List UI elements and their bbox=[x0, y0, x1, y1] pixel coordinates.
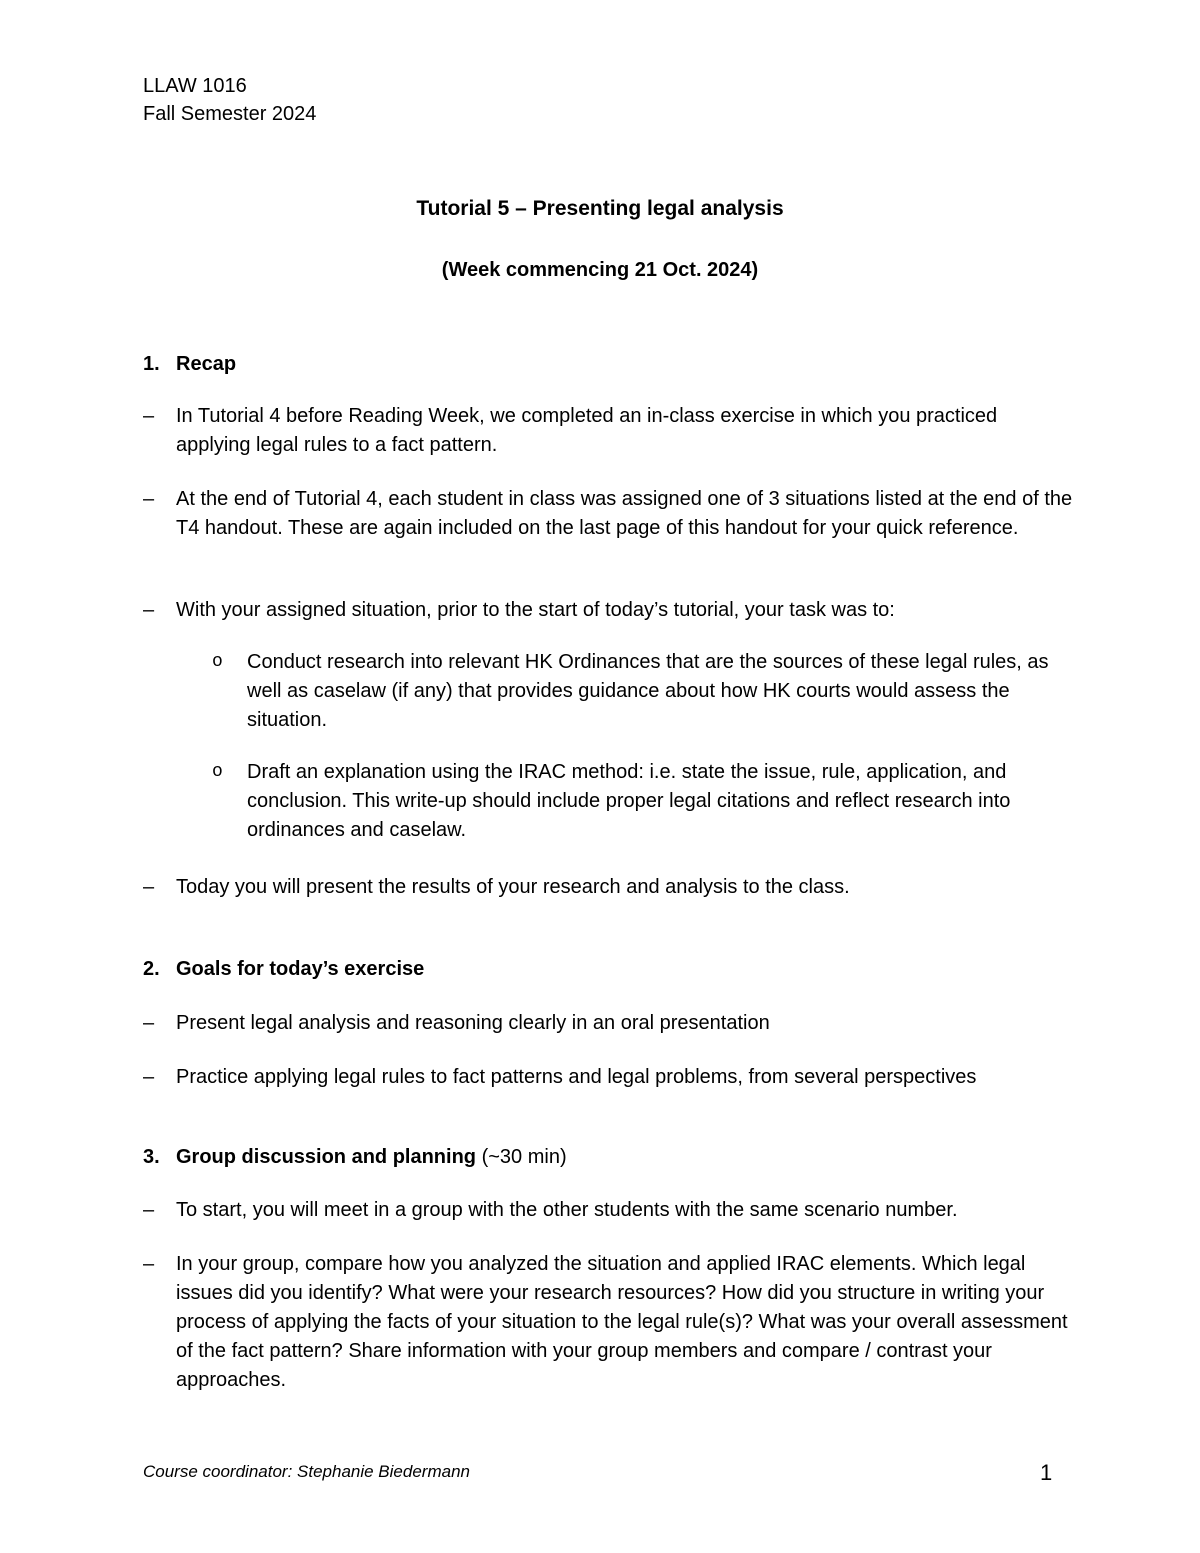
circle-bullet-marker: o bbox=[212, 762, 223, 782]
list-item-text: At the end of Tutorial 4, each student in class was assigned one of 3 situations listed at the end of the T4 handout. These are again included on the last page of this handout for your quick reference. bbox=[176, 488, 1073, 539]
dash-marker: – bbox=[143, 1012, 155, 1034]
list-item-text: Today you will present the results of your research and analysis to the class. bbox=[176, 876, 850, 898]
footer-coordinator: Course coordinator: Stephanie Biedermann bbox=[143, 1462, 470, 1481]
sub-list-item-text: Conduct research into relevant HK Ordinances that are the sources of these legal rules, as well as caselaw (if any) that provides guidance about how HK courts would assess the situation. bbox=[247, 651, 1049, 731]
list-item bbox=[143, 596, 1073, 625]
course-code: LLAW 1016 bbox=[143, 75, 247, 97]
list-item bbox=[143, 1009, 1073, 1038]
list-item bbox=[143, 1250, 1073, 1395]
dash-marker: – bbox=[143, 1066, 155, 1088]
list-item-text: In Tutorial 4 before Reading Week, we completed an in-class exercise in which you practiced applying legal rules to a fact pattern. bbox=[176, 405, 998, 456]
sub-list-item bbox=[212, 648, 1062, 735]
list-item bbox=[143, 873, 1073, 902]
dash-marker: – bbox=[143, 876, 155, 898]
document-subtitle: (Week commencing 21 Oct. 2024) bbox=[441, 259, 759, 281]
dash-marker: – bbox=[143, 405, 155, 427]
section-title: Recap bbox=[176, 353, 237, 375]
section-heading-goals bbox=[143, 955, 424, 984]
dash-marker: – bbox=[143, 488, 155, 510]
sub-list-item bbox=[212, 758, 1062, 845]
sub-list-item-text: Draft an explanation using the IRAC method: i.e. state the issue, rule, application, and conclusion. This write-up should include proper legal citations and reflect research into ordinances and caselaw. bbox=[247, 761, 1011, 841]
circle-bullet-marker: o bbox=[212, 652, 223, 672]
list-item-text: In your group, compare how you analyzed the situation and applied IRAC elements. Which legal issues did you identify? What were your research resources? How did you structure in writing your process of applying the facts of your situation to the legal rule(s)? What was your overall assessment of the fact pattern? Share information with your group members and compare / contrast your approaches. bbox=[176, 1253, 1068, 1391]
semester: Fall Semester 2024 bbox=[143, 103, 317, 125]
section-title: Goals for today’s exercise bbox=[176, 958, 425, 980]
list-item-text: Present legal analysis and reasoning clearly in an oral presentation bbox=[176, 1012, 770, 1034]
list-item bbox=[143, 1063, 1073, 1092]
list-item bbox=[143, 485, 1073, 543]
section-duration-note: (~30 min) bbox=[481, 1146, 567, 1168]
document-title: Tutorial 5 – Presenting legal analysis bbox=[416, 197, 784, 220]
dash-marker: – bbox=[143, 1253, 155, 1275]
section-title: Group discussion and planning bbox=[176, 1146, 477, 1168]
list-item-text: With your assigned situation, prior to the start of today’s tutorial, your task was to: bbox=[176, 599, 895, 621]
section-number: 2. bbox=[143, 958, 160, 980]
list-item-text: Practice applying legal rules to fact patterns and legal problems, from several perspectives bbox=[176, 1066, 977, 1088]
course-header bbox=[143, 72, 316, 128]
dash-marker: – bbox=[143, 1199, 155, 1221]
section-heading-recap bbox=[143, 350, 236, 379]
list-item bbox=[143, 402, 1073, 460]
list-item bbox=[143, 1196, 1073, 1225]
list-item-text: To start, you will meet in a group with the other students with the same scenario number. bbox=[176, 1199, 958, 1221]
dash-marker: – bbox=[143, 599, 155, 621]
section-number: 1. bbox=[143, 353, 160, 375]
section-heading-group-discussion bbox=[143, 1143, 567, 1172]
section-number: 3. bbox=[143, 1146, 160, 1168]
page-number: 1 bbox=[1040, 1460, 1053, 1485]
